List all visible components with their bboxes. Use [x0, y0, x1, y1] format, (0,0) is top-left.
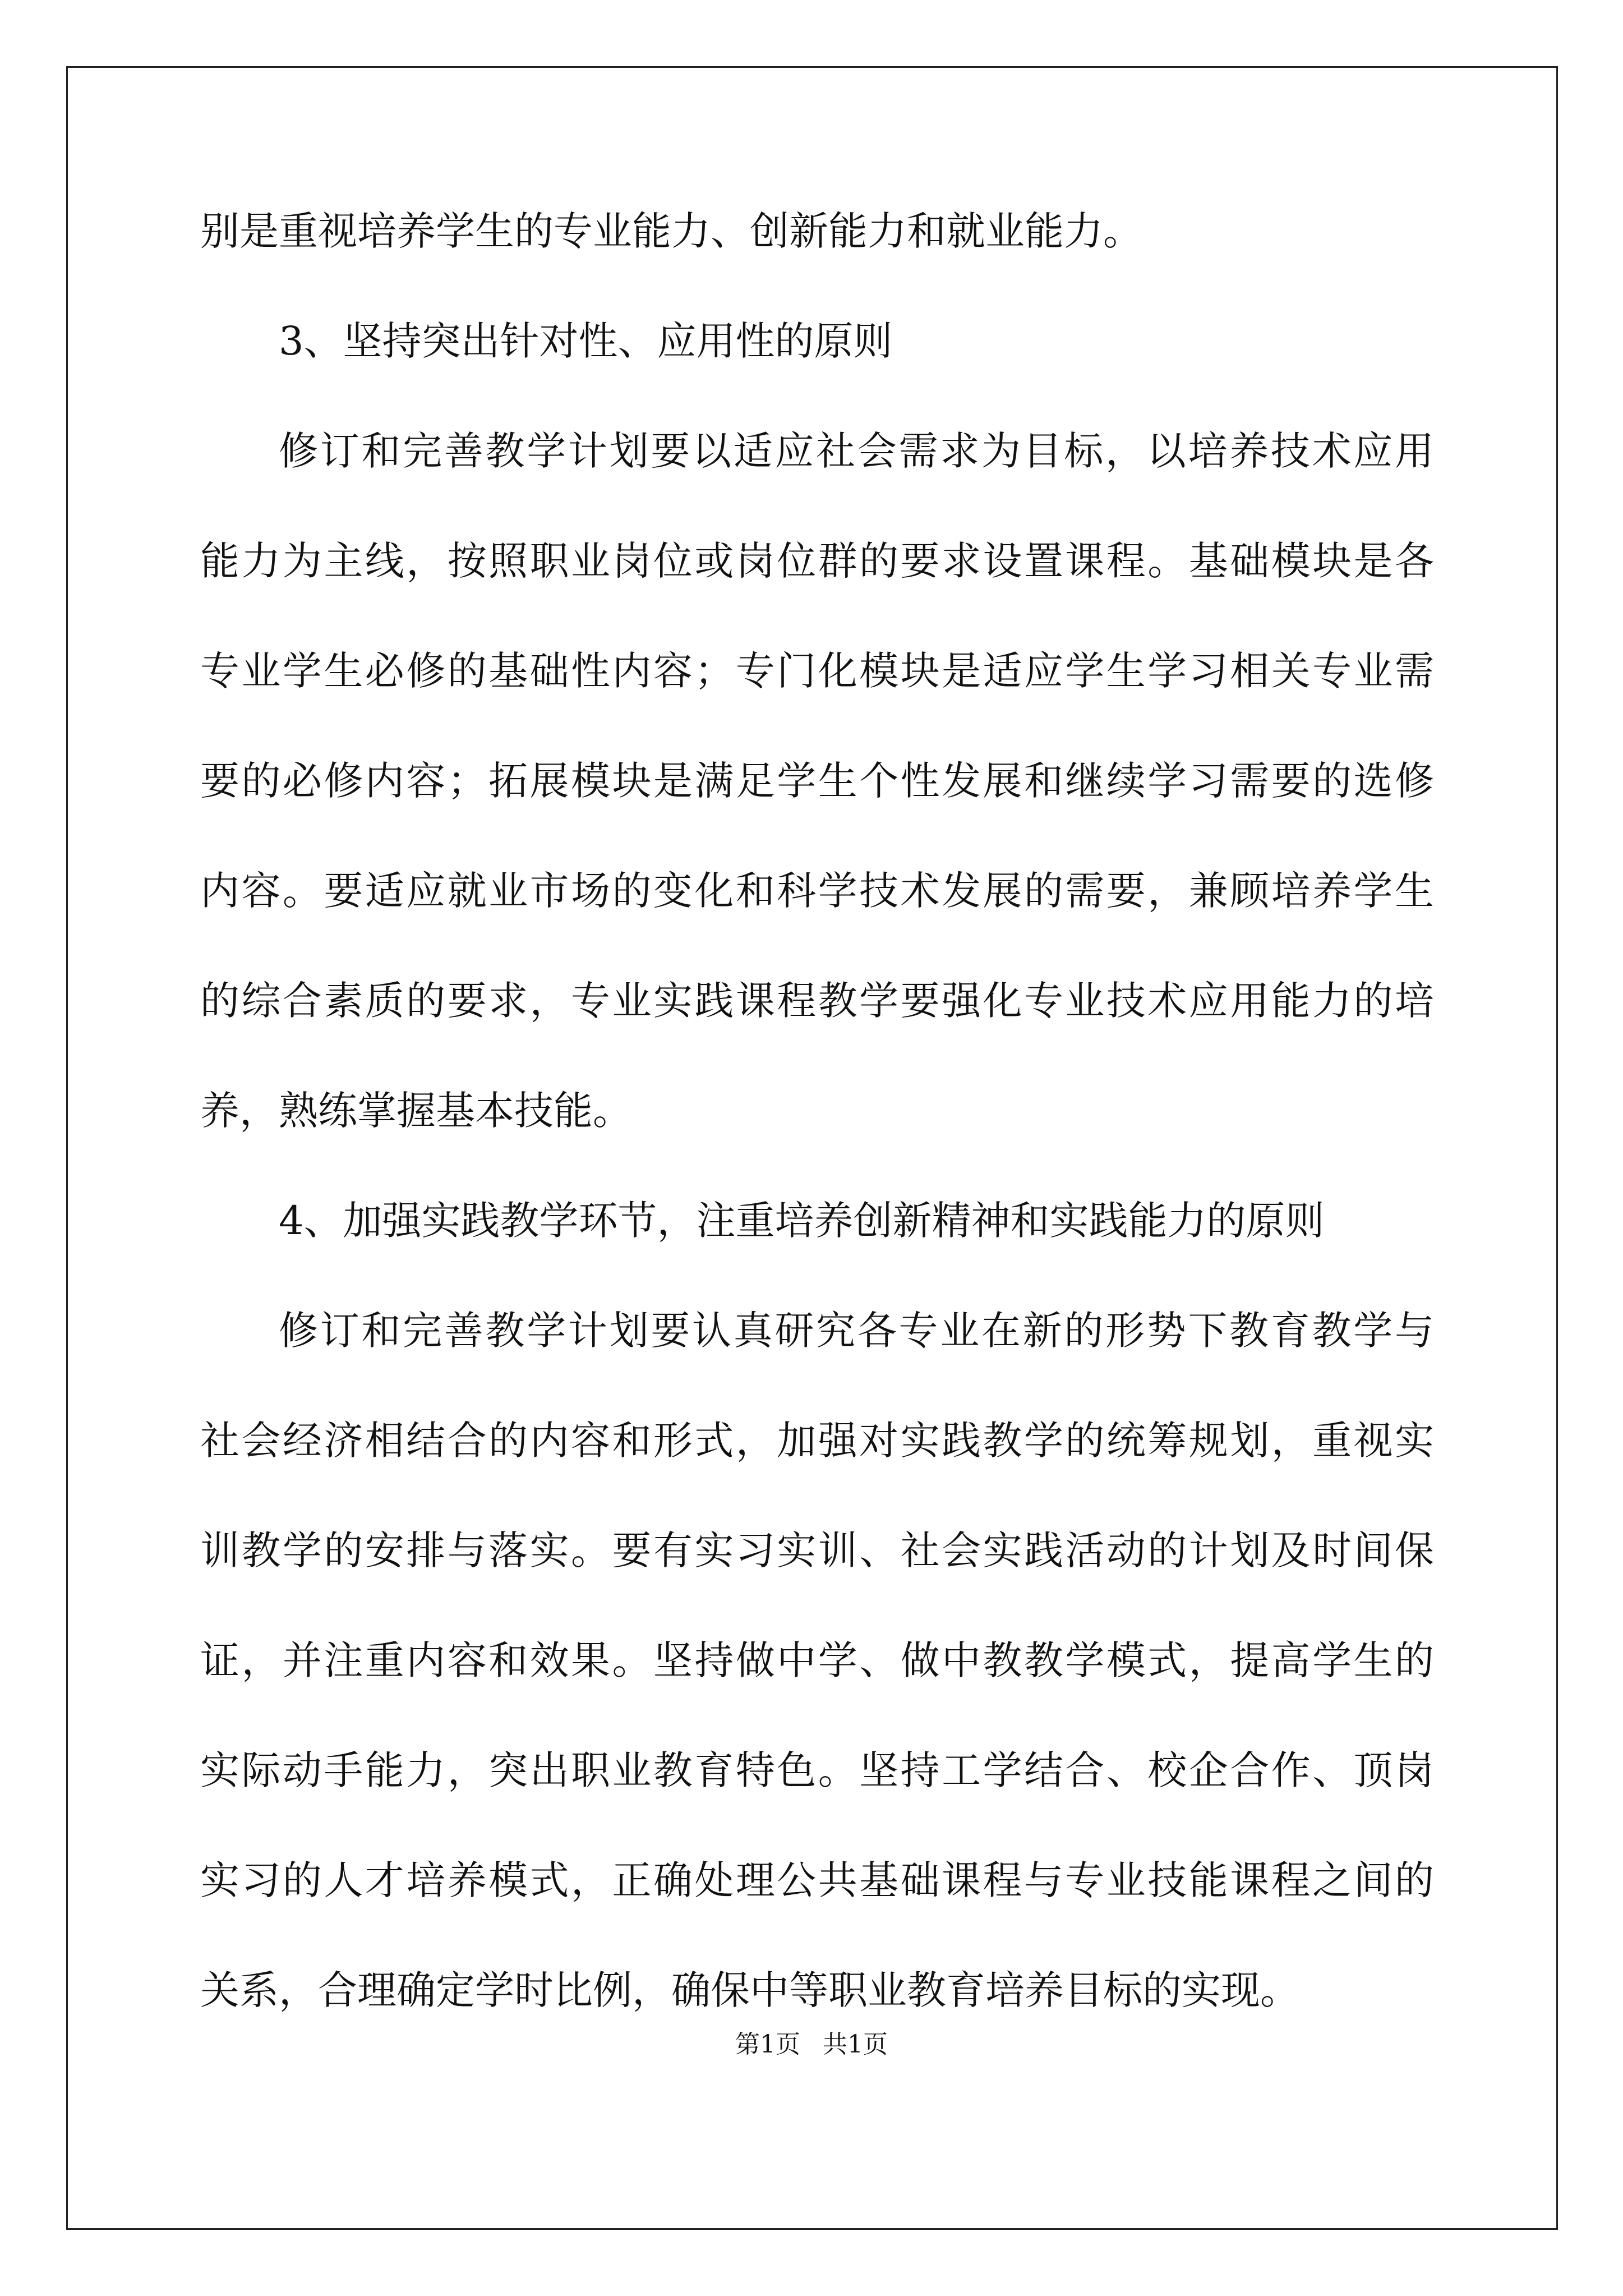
paragraph-line: 修订和完善教学计划要认真研究各专业在新的形势下教育教学与: [279, 1308, 1434, 1354]
page-number: 第1页: [735, 2030, 800, 2059]
paragraph-line: 养，熟练掌握基本技能。: [200, 1088, 632, 1134]
paragraph-line: 专业学生必修的基础性内容；专门化模块是适应学生学习相关专业需: [200, 648, 1434, 694]
page-footer: [0, 2028, 1623, 2062]
paragraph-line: 社会经济相结合的内容和形式，加强对实践教学的统筹规划，重视实: [200, 1418, 1434, 1464]
paragraph-line: 的综合素质的要求，专业实践课程教学要强化专业技术应用能力的培: [200, 978, 1434, 1024]
paragraph-line: 证，并注重内容和效果。坚持做中学、做中教教学模式，提高学生的: [200, 1637, 1434, 1683]
paragraph-line: 训教学的安排与落实。要有实习实训、社会实践活动的计划及时间保: [200, 1527, 1434, 1573]
paragraph-line: 实际动手能力，突出职业教育特色。坚持工学结合、校企合作、顶岗: [200, 1747, 1434, 1793]
section-heading: 4、加强实践教学环节，注重培养创新精神和实践能力的原则: [279, 1198, 1325, 1244]
document-body: [200, 203, 1434, 2072]
paragraph-line: 关系，合理确定学时比例，确保中等职业教育培养目标的实现。: [200, 1967, 1299, 2013]
section-heading: 3、坚持突出针对性、应用性的原则: [279, 318, 893, 364]
paragraph-line: 要的必修内容；拓展模块是满足学生个性发展和继续学习需要的选修: [200, 758, 1434, 804]
paragraph-line: 别是重视培养学生的专业能力、创新能力和就业能力。: [200, 208, 1142, 254]
paragraph-line: 修订和完善教学计划要以适应社会需求为目标，以培养技术应用: [279, 428, 1434, 474]
paragraph-line: 内容。要适应就业市场的变化和科学技术发展的需要，兼顾培养学生: [200, 868, 1434, 914]
paragraph-line: 实习的人才培养模式，正确处理公共基础课程与专业技能课程之间的: [200, 1857, 1434, 1903]
paragraph-line: 能力为主线，按照职业岗位或岗位群的要求设置课程。基础模块是各: [200, 538, 1434, 584]
page-total: 共1页: [823, 2030, 888, 2059]
